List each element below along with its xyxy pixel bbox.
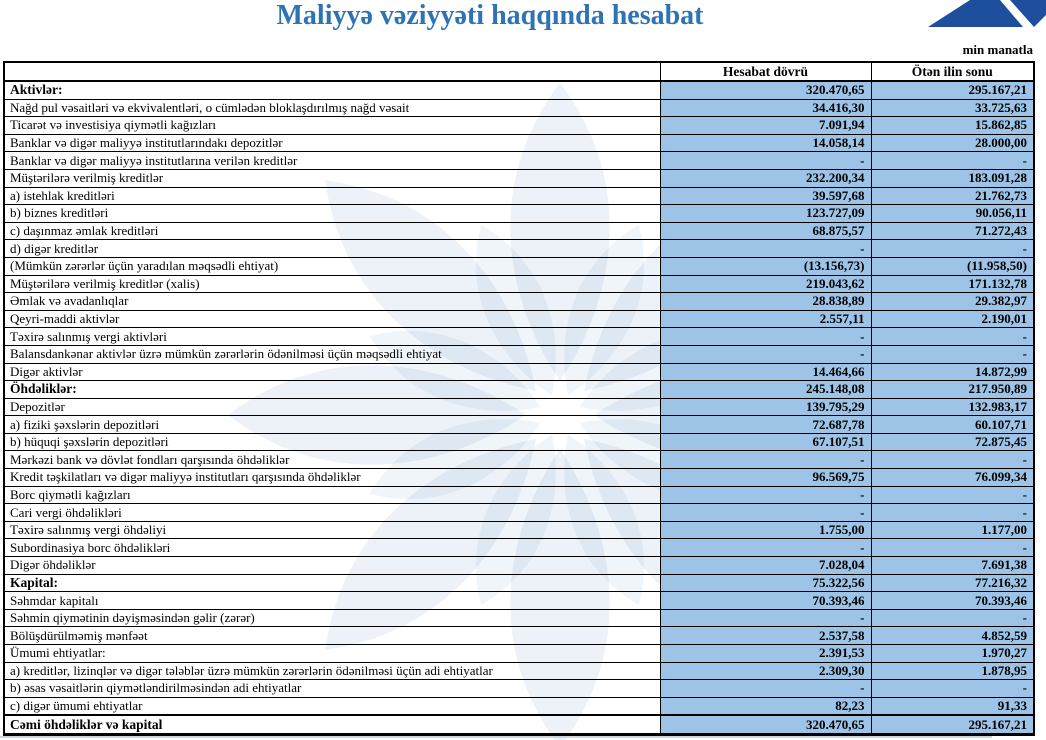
header-end-of-last-year: Ötən ilin sonu	[871, 62, 1034, 81]
table-row	[4, 328, 1034, 346]
value-previous: 33.725,63	[871, 99, 1034, 117]
table-row	[4, 574, 1034, 592]
table-row	[4, 486, 1034, 504]
table-row	[4, 451, 1034, 469]
row-label: Təxirə salınmış vergi aktivləri	[4, 328, 660, 346]
value-current: 96.569,75	[660, 469, 871, 487]
value-current: -	[660, 345, 871, 363]
value-previous: 1.878,95	[871, 662, 1034, 680]
value-previous: 70.393,46	[871, 592, 1034, 610]
value-previous: 217.950,89	[871, 381, 1034, 399]
row-label: c) digər ümumi ehtiyatlar	[4, 697, 660, 715]
value-previous: 295.167,21	[871, 715, 1034, 734]
table-row	[4, 99, 1034, 117]
table-row	[4, 504, 1034, 522]
row-label: Cəmi öhdəliklər və kapital	[4, 715, 660, 734]
table-row	[4, 117, 1034, 135]
value-current: 123.727,09	[660, 205, 871, 223]
row-label: Depozitlər	[4, 398, 660, 416]
table-row	[4, 715, 1034, 734]
table-row	[4, 521, 1034, 539]
table-row	[4, 187, 1034, 205]
value-previous: -	[871, 504, 1034, 522]
value-previous: 183.091,28	[871, 169, 1034, 187]
table-row	[4, 293, 1034, 311]
value-previous: 28.000,00	[871, 134, 1034, 152]
header-reporting-period: Hesabat dövrü	[660, 62, 871, 81]
value-previous: 76.099,34	[871, 469, 1034, 487]
row-label: b) biznes kreditləri	[4, 205, 660, 223]
row-label: Banklar və digər maliyyə institutlarına verilən kreditlər	[4, 152, 660, 170]
value-current: 1.755,00	[660, 521, 871, 539]
value-current: -	[660, 680, 871, 698]
row-label: Kapital:	[4, 574, 660, 592]
value-previous: 14.872,99	[871, 363, 1034, 381]
value-previous: 2.190,01	[871, 310, 1034, 328]
table-row	[4, 433, 1034, 451]
value-previous: -	[871, 609, 1034, 627]
value-previous: 91,33	[871, 697, 1034, 715]
row-label: Aktivlər:	[4, 81, 660, 99]
table-row	[4, 592, 1034, 610]
table-row	[4, 345, 1034, 363]
row-label: Balansdankənar aktivlər üzrə mümkün zərərlərin ödənilməsi üçün məqsədli ehtiyat	[4, 345, 660, 363]
value-current: 34.416,30	[660, 99, 871, 117]
row-label: a) fiziki şəxslərin depozitləri	[4, 416, 660, 434]
row-label: Nağd pul vəsaitləri və ekvivalentləri, o cümlədən bloklaşdırılmış nağd vəsait	[4, 99, 660, 117]
table-row	[4, 697, 1034, 715]
table-row	[4, 539, 1034, 557]
value-previous: -	[871, 328, 1034, 346]
value-current: 14.058,14	[660, 134, 871, 152]
value-current: 2.557,11	[660, 310, 871, 328]
table-row	[4, 257, 1034, 275]
value-current: -	[660, 240, 871, 258]
value-current: 28.838,89	[660, 293, 871, 311]
value-previous: 29.382,97	[871, 293, 1034, 311]
value-current: -	[660, 609, 871, 627]
value-current: -	[660, 328, 871, 346]
value-current: 39.597,68	[660, 187, 871, 205]
table-row	[4, 662, 1034, 680]
value-previous: -	[871, 451, 1034, 469]
value-current: 219.043,62	[660, 275, 871, 293]
value-current: 232.200,34	[660, 169, 871, 187]
table-row	[4, 152, 1034, 170]
row-label: Banklar və digər maliyyə institutlarındakı depozitlər	[4, 134, 660, 152]
value-previous: 90.056,11	[871, 205, 1034, 223]
row-label: Müştərilərə verilmiş kreditlər	[4, 169, 660, 187]
row-label: Subordinasiya borc öhdəlikləri	[4, 539, 660, 557]
table-row	[4, 398, 1034, 416]
row-label: Bölüşdürülməmiş mənfəət	[4, 627, 660, 645]
row-label: a) kreditlər, lizinqlər və digər tələblər üzrə mümkün zərərlərin ödənilməsi üçün adi ehtiyatlar	[4, 662, 660, 680]
header-empty-cell	[4, 62, 660, 81]
value-current: 14.464,66	[660, 363, 871, 381]
row-label: Müştərilərə verilmiş kreditlər (xalis)	[4, 275, 660, 293]
row-label: Ticarət və investisiya qiymətli kağızları	[4, 117, 660, 135]
table-row	[4, 627, 1034, 645]
row-label: Əmlak və avadanlıqlar	[4, 293, 660, 311]
table-row	[4, 275, 1034, 293]
value-current: (13.156,73)	[660, 257, 871, 275]
value-current: 70.393,46	[660, 592, 871, 610]
row-label: Mərkəzi bank və dövlət fondları qarşısında öhdəliklər	[4, 451, 660, 469]
value-previous: 77.216,32	[871, 574, 1034, 592]
row-label: Digər öhdəliklər	[4, 557, 660, 575]
row-label: Ümumi ehtiyatlar:	[4, 645, 660, 663]
table-row	[4, 557, 1034, 575]
table-row	[4, 680, 1034, 698]
value-previous: 71.272,43	[871, 222, 1034, 240]
table-row	[4, 381, 1034, 399]
value-previous: 4.852,59	[871, 627, 1034, 645]
table-body	[4, 81, 1034, 734]
table-row	[4, 416, 1034, 434]
value-previous: -	[871, 680, 1034, 698]
table-row	[4, 81, 1034, 99]
row-label: Cari vergi öhdəlikləri	[4, 504, 660, 522]
value-previous: 72.875,45	[871, 433, 1034, 451]
value-previous: (11.958,50)	[871, 257, 1034, 275]
table-row	[4, 310, 1034, 328]
value-previous: -	[871, 240, 1034, 258]
value-current: 68.875,57	[660, 222, 871, 240]
value-current: 82,23	[660, 697, 871, 715]
value-current: 320.470,65	[660, 81, 871, 99]
value-current: 2.537,58	[660, 627, 871, 645]
row-label: Kredit təşkilatları və digər maliyyə institutları qarşısında öhdəliklər	[4, 469, 660, 487]
value-current: -	[660, 451, 871, 469]
row-label: Öhdəliklər:	[4, 381, 660, 399]
value-previous: 15.862,85	[871, 117, 1034, 135]
row-label: Borc qiymətli kağızları	[4, 486, 660, 504]
value-previous: 21.762,73	[871, 187, 1034, 205]
unit-note: min manatla	[962, 42, 1033, 57]
value-previous: 132.983,17	[871, 398, 1034, 416]
value-current: -	[660, 539, 871, 557]
table-row	[4, 363, 1034, 381]
row-label: c) daşınmaz əmlak kreditləri	[4, 222, 660, 240]
table-row	[4, 645, 1034, 663]
bottom-divider	[0, 736, 992, 738]
value-previous: 60.107,71	[871, 416, 1034, 434]
value-current: 2.391,53	[660, 645, 871, 663]
row-label: d) digər kreditlər	[4, 240, 660, 258]
value-previous: -	[871, 345, 1034, 363]
value-previous: 1.177,00	[871, 521, 1034, 539]
table-row	[4, 222, 1034, 240]
table-row	[4, 134, 1034, 152]
value-current: 245.148,08	[660, 381, 871, 399]
value-current: 7.028,04	[660, 557, 871, 575]
value-previous: -	[871, 539, 1034, 557]
table-row	[4, 240, 1034, 258]
value-previous: 171.132,78	[871, 275, 1034, 293]
row-label: (Mümkün zərərlər üçün yaradılan məqsədli ehtiyat)	[4, 257, 660, 275]
table-row	[4, 205, 1034, 223]
value-previous: -	[871, 152, 1034, 170]
value-current: 320.470,65	[660, 715, 871, 734]
value-previous: 7.691,38	[871, 557, 1034, 575]
page-title: Maliyyə vəziyyəti haqqında hesabat	[276, 0, 704, 31]
value-previous: 295.167,21	[871, 81, 1034, 99]
row-label: Digər aktivlər	[4, 363, 660, 381]
value-previous: -	[871, 486, 1034, 504]
value-previous: 1.970,27	[871, 645, 1034, 663]
value-current: 7.091,94	[660, 117, 871, 135]
value-current: 139.795,29	[660, 398, 871, 416]
row-label: Qeyri-maddi aktivlər	[4, 310, 660, 328]
row-label: b) əsas vəsaitlərin qiymətləndirilməsindən adi ehtiyatlar	[4, 680, 660, 698]
table-row	[4, 609, 1034, 627]
row-label: Səhmdar kapitalı	[4, 592, 660, 610]
row-label: Təxirə salınmış vergi öhdəliyi	[4, 521, 660, 539]
table-row	[4, 469, 1034, 487]
value-current: -	[660, 152, 871, 170]
value-current: 72.687,78	[660, 416, 871, 434]
value-current: 75.322,56	[660, 574, 871, 592]
row-label: Səhmin qiymətinin dəyişməsindən gəlir (zərər)	[4, 609, 660, 627]
value-current: 2.309,30	[660, 662, 871, 680]
value-current: -	[660, 504, 871, 522]
table-row	[4, 169, 1034, 187]
value-current: -	[660, 486, 871, 504]
row-label: b) hüquqi şəxslərin depozitləri	[4, 433, 660, 451]
financial-table	[3, 61, 1035, 736]
row-label: a) istehlak kreditləri	[4, 187, 660, 205]
value-current: 67.107,51	[660, 433, 871, 451]
header-row	[4, 62, 1034, 81]
bank-logo-icon	[920, 0, 1046, 30]
